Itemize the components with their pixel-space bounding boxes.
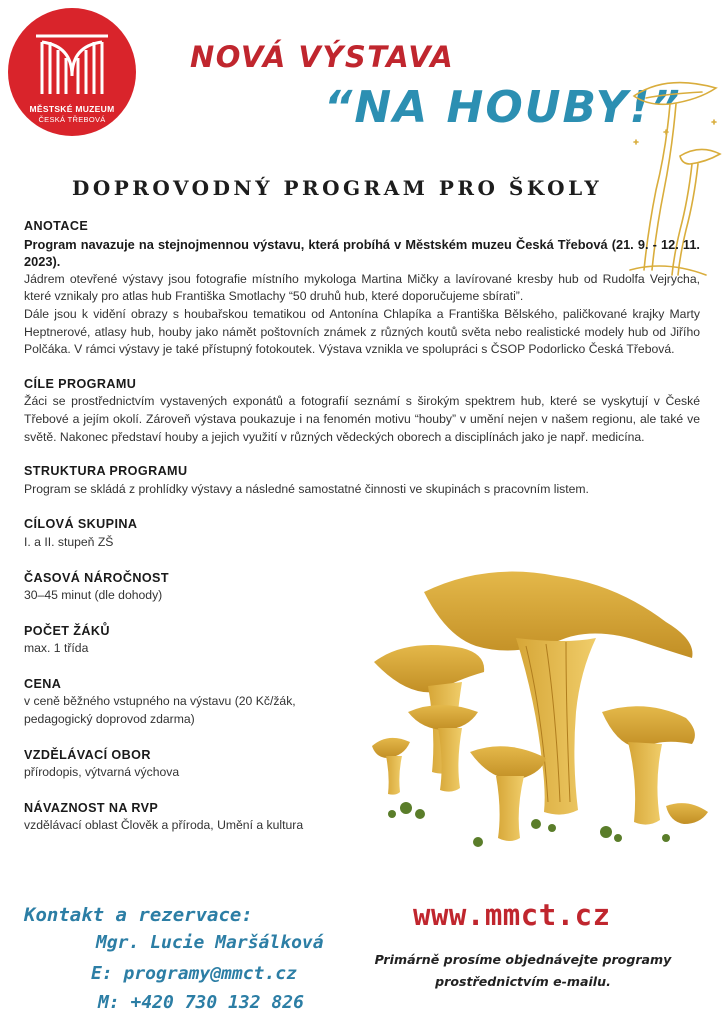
contact-name: Mgr. Lucie Maršálková	[96, 932, 324, 953]
exhibition-label: NOVÁ VÝSTAVA	[190, 40, 455, 74]
order-note-line-1: Primárně prosíme objednávejte programy	[374, 952, 672, 967]
order-note-line-2: prostřednictvím e-mailu.	[435, 974, 611, 989]
goals-heading: CÍLE PROGRAMU	[24, 376, 137, 391]
museum-building-icon	[32, 32, 112, 98]
goals-section	[24, 376, 700, 446]
rvp-section	[24, 800, 364, 835]
structure-section	[24, 463, 700, 498]
contact-phone[interactable]: M: +420 730 132 826	[98, 992, 304, 1013]
museum-logo	[8, 8, 136, 136]
price-line-2: pedagogický doprovod zdarma)	[24, 712, 195, 727]
price-section	[24, 676, 354, 729]
target-section	[24, 516, 354, 551]
annotation-paragraph-1: Jádrem otevřené výstavy jsou fotografie místního mykologa Martina Mičky a lavírované kresby hub od Rudolfa Vejrycha, které vznikaly pro atlas hub Františka Smotlachy “50 druhů hub, které doporučujeme sbírati”.	[24, 271, 700, 304]
field-text: přírodopis, výtvarná výchova	[24, 765, 180, 780]
price-line-1: v ceně běžného vstupného na výstavu (20 Kč/žák,	[24, 694, 296, 709]
structure-text: Program se skládá z prohlídky výstavy a následné samostatné činnosti ve skupinách s pracovním listem.	[24, 481, 589, 496]
pupils-section	[24, 623, 354, 658]
duration-text: 30–45 minut (dle dohody)	[24, 588, 163, 603]
logo-line1: MĚSTSKÉ MUZEUM	[29, 104, 115, 114]
annotation-paragraph-2: Dále jsou k vidění obrazy s houbařskou tematikou od Antonína Chlapíka a Františka Bělského, paličkované krajky Marty Heptnerové, atlasy hub, houby jako námět poštovních známek z různých koutů světa nebo realistické modely hub od Jiřího Polčáka. V rámci výstavy je také přístupný fotokoutek. Výstava vznikla ve spolupráci s ČSOP Podorlicko Česká Třebová.	[24, 306, 700, 357]
pupils-text: max. 1 třída	[24, 641, 89, 656]
annotation-heading: ANOTACE	[24, 219, 89, 233]
website-link[interactable]: www.mmct.cz	[413, 898, 611, 932]
rvp-text: vzdělávací oblast Člověk a příroda, Umění a kultura	[24, 818, 304, 833]
duration-section	[24, 570, 354, 605]
annotation-section	[24, 218, 700, 359]
target-heading: CÍLOVÁ SKUPINA	[24, 517, 138, 532]
goals-text: Žáci se prostřednictvím vystavených exponátů a fotografií seznámí s širokým spektrem hub, které se vyskytují v České Třebové a jejím okolí. Zároveň výstava poukazuje i na fenomén motivu “houby” v umění nejen v našem regionu, ale také ve světě. Nakonec představí houby a jejich využití v různých vědeckých oborech a disciplínách jako je např. medicína.	[24, 394, 700, 444]
logo-line2: ČESKÁ TŘEBOVÁ	[38, 115, 106, 124]
structure-heading: STRUKTURA PROGRAMU	[24, 464, 188, 479]
annotation-lead: Program navazuje na stejnojmennou výstavu, která probíhá v Městském muzeu Česká Třebová (21. 9. - 12. 11. 2023).	[24, 236, 700, 270]
target-text: I. a II. stupeň ZŠ	[24, 534, 114, 549]
price-heading: CENA	[24, 676, 62, 691]
field-heading: VZDĚLÁVACÍ OBOR	[24, 747, 151, 762]
contact-heading: Kontakt a rezervace:	[24, 904, 253, 926]
exhibition-name: “NA HOUBY!”	[324, 82, 682, 133]
rvp-heading: NÁVAZNOST NA RVP	[24, 800, 159, 815]
pupils-heading: POČET ŽÁKŮ	[24, 623, 110, 638]
program-title: DOPROVODNÝ PROGRAM PRO ŠKOLY	[72, 176, 603, 200]
contact-email[interactable]: E: programy@mmct.cz	[91, 963, 297, 984]
duration-heading: ČASOVÁ NÁROČNOST	[24, 570, 169, 585]
field-section	[24, 747, 354, 782]
chanterelle-illustration	[366, 562, 718, 854]
